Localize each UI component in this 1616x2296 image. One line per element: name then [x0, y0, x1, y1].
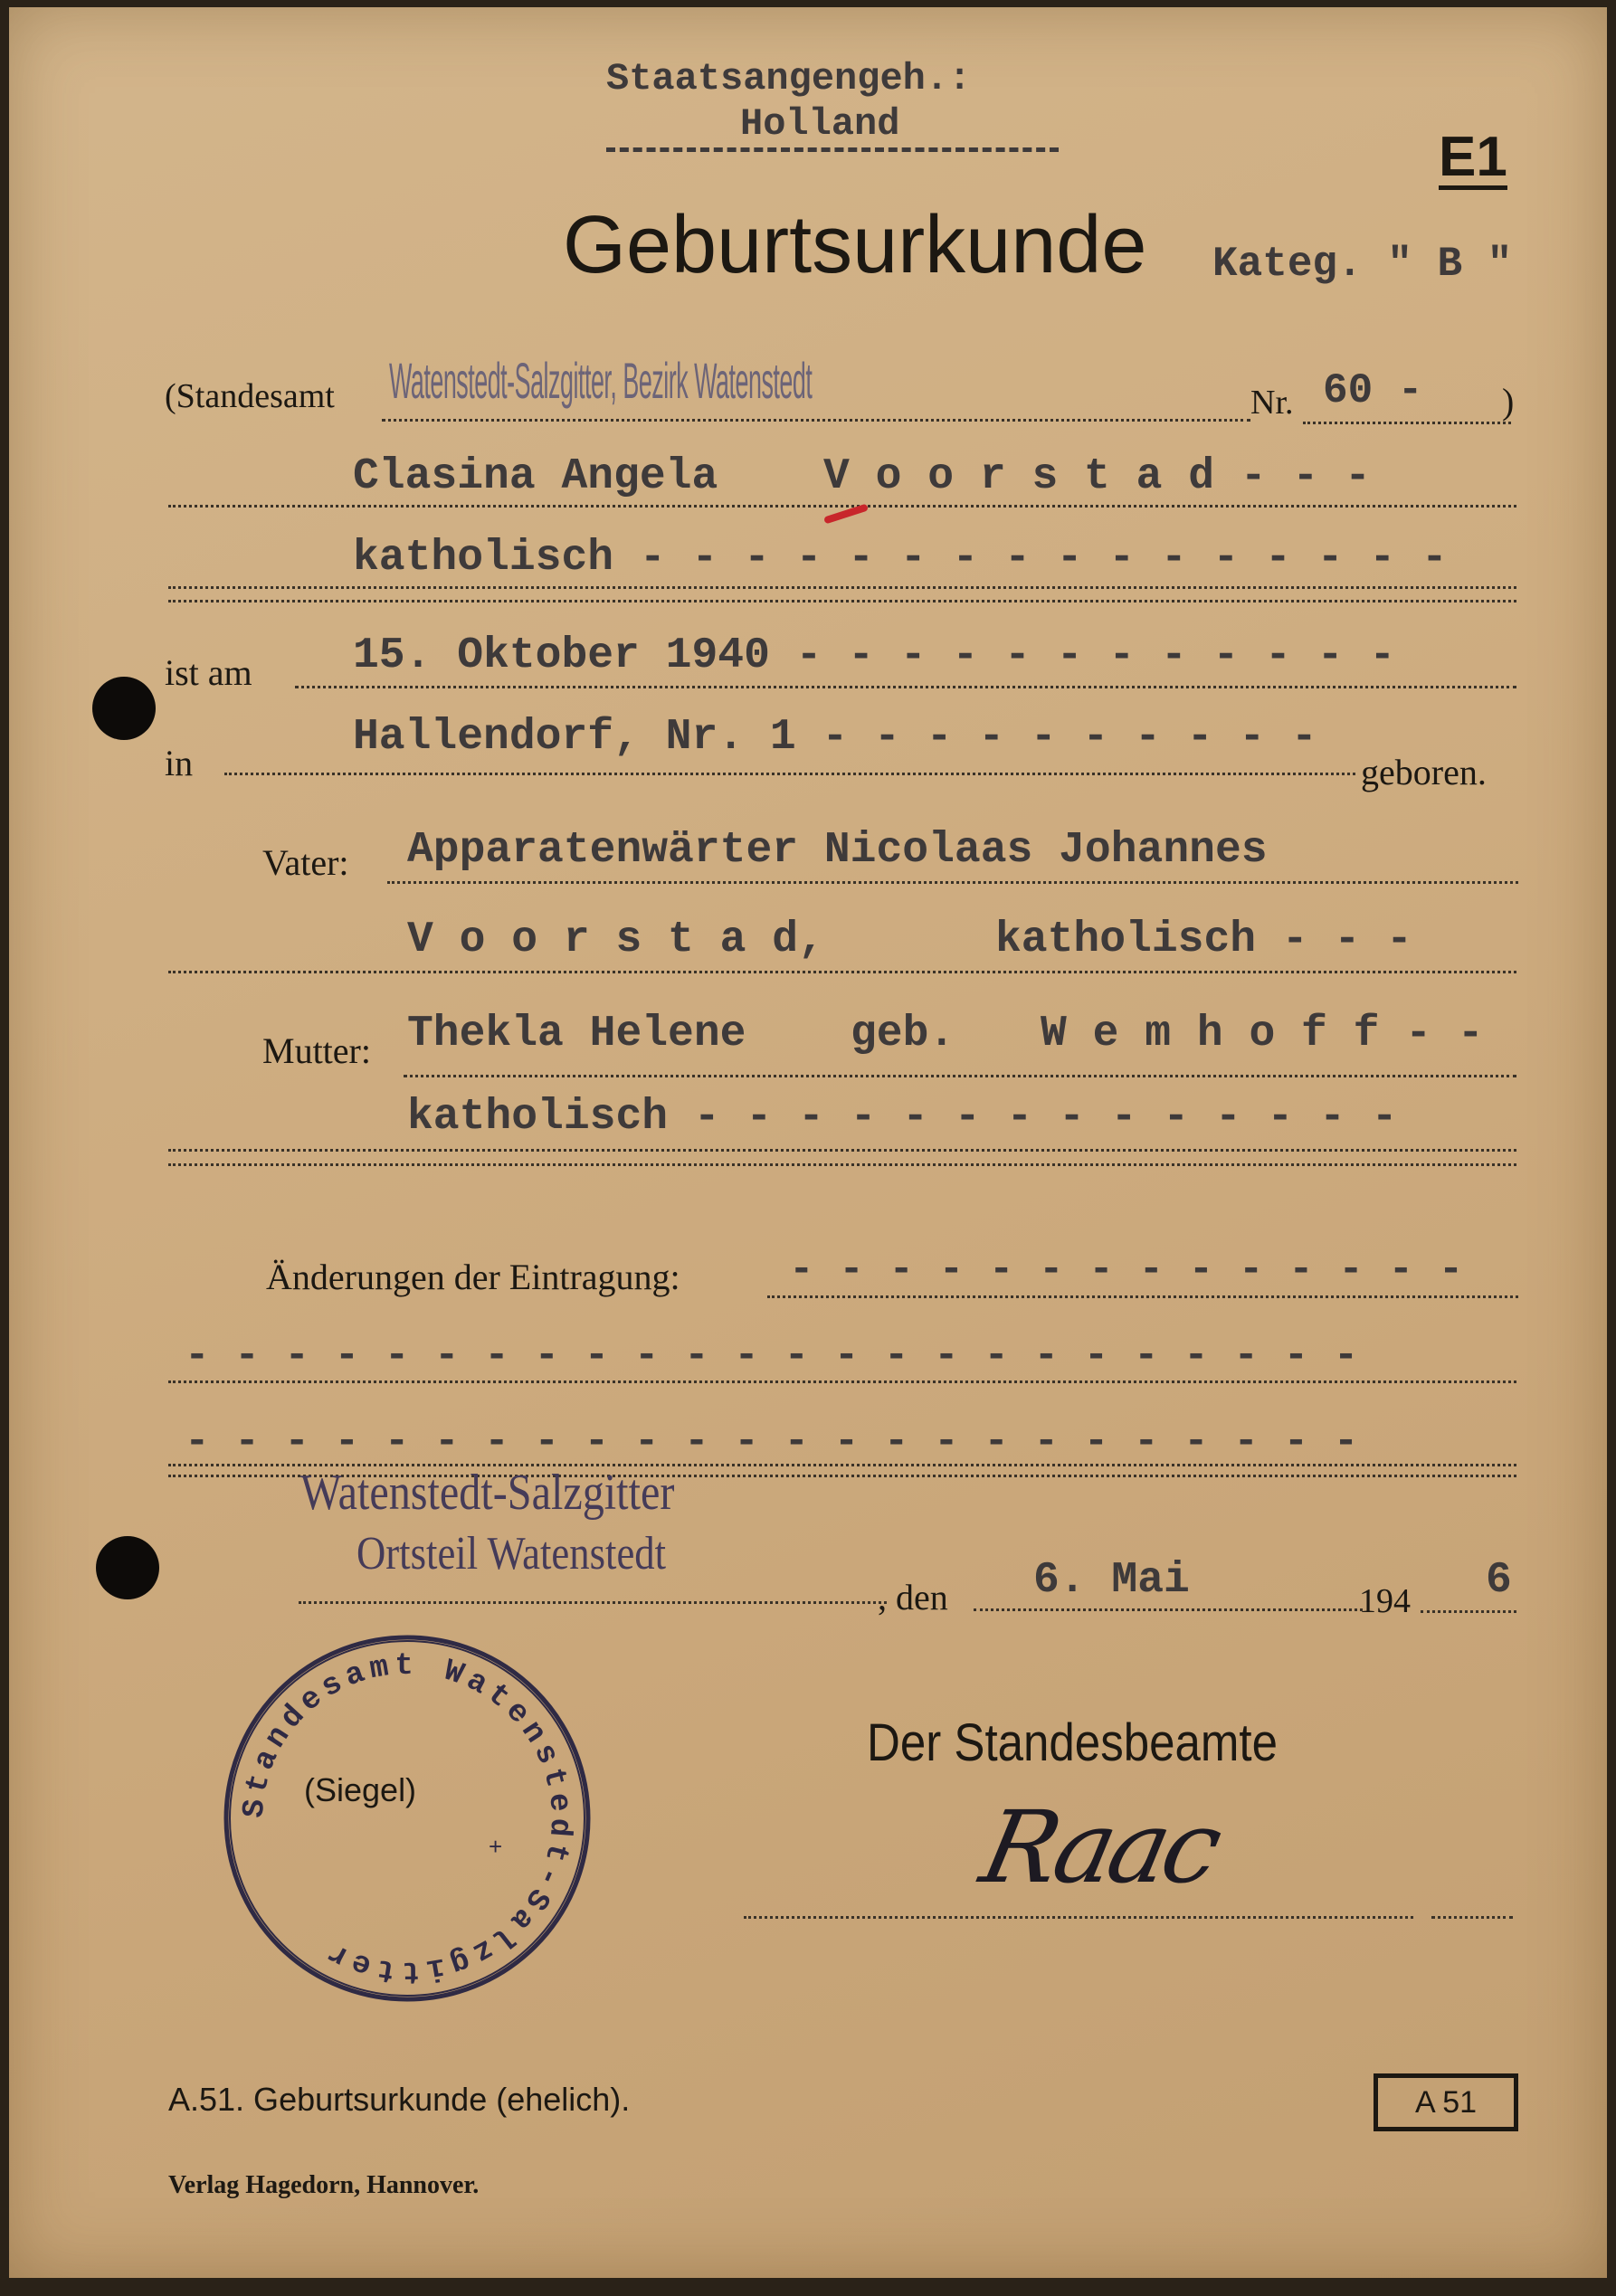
form-box: A 51	[1374, 2073, 1518, 2131]
issue-date: 6. Mai	[1033, 1556, 1190, 1605]
document-title: Geburtsurkunde	[563, 200, 1147, 290]
changes-dashes-3: - - - - - - - - - - - - - - - - - - - - - - - -	[185, 1418, 1359, 1466]
nationality-value: Holland	[740, 102, 900, 146]
seal-label: (Siegel)	[304, 1771, 417, 1808]
category: Kateg. " B "	[1212, 241, 1513, 288]
svg-text:+: +	[489, 1833, 503, 1860]
punch-hole-lower	[96, 1536, 159, 1599]
registry-nr-dots	[1303, 422, 1511, 424]
child-religion: katholisch - - - - - - - - - - - - - - - -	[353, 534, 1448, 583]
form-code: E1	[1439, 126, 1507, 188]
year-prefix: 194	[1359, 1582, 1411, 1620]
place-stamp-line2: Ortsteil Watenstedt	[356, 1528, 667, 1580]
signature-dots-2	[1431, 1916, 1513, 1919]
father-religion: katholisch - - -	[995, 916, 1412, 964]
date-dots	[974, 1608, 1363, 1611]
father-line1-dots	[387, 881, 1518, 884]
father-label: Vater:	[262, 842, 349, 883]
father-surname: V o o r s t a d,	[407, 916, 824, 964]
mother-geb: geb.	[851, 1010, 955, 1058]
changes-dots-2	[168, 1380, 1516, 1383]
birth-date-dots	[295, 686, 1516, 688]
date-den-label: , den	[878, 1577, 948, 1618]
registry-nr-value: 60 -	[1323, 367, 1423, 414]
birth-place-label: in	[165, 743, 194, 783]
registry-dots	[382, 419, 1250, 422]
registry-close-paren: )	[1502, 381, 1515, 422]
father-line2-dots	[168, 971, 1516, 973]
child-religion-dots-1	[168, 586, 1516, 589]
mother-maiden-name: W e m h o f f - -	[1041, 1010, 1484, 1058]
registry-prefix: (Standesamt	[165, 377, 335, 415]
mother-first-names: Thekla Helene	[407, 1010, 746, 1058]
birth-date-label: ist am	[165, 652, 252, 693]
changes-dashes-1: - - - - - - - - - - - - - -	[789, 1247, 1464, 1294]
year-digit: 6	[1486, 1556, 1512, 1605]
birth-place-value: Hallendorf, Nr. 1 - - - - - - - - - -	[353, 713, 1317, 762]
signature-dots-1	[744, 1916, 1413, 1919]
mother-line2-dots-2	[168, 1163, 1516, 1166]
svg-text:Standesamt Watenstedt-Salzgitt	[238, 1649, 577, 1988]
certificate-page	[9, 7, 1607, 2278]
birth-place-dots	[224, 773, 1355, 775]
child-religion-dots-2	[168, 600, 1516, 602]
publisher: Verlag Hagedorn, Hannover.	[168, 2171, 480, 2199]
father-line1: Apparatenwärter Nicolaas Johannes	[407, 826, 1268, 875]
child-surname: V o o r s t a d - - -	[823, 452, 1371, 501]
born-label: geboren.	[1361, 752, 1487, 792]
mother-line2-dots-1	[168, 1149, 1516, 1152]
year-dots	[1421, 1610, 1516, 1613]
nationality-underline	[606, 147, 1059, 152]
changes-dashes-2: - - - - - - - - - - - - - - - - - - - - - - - -	[185, 1333, 1359, 1380]
seal-ring-text: Standesamt Watenstedt-Salzgitter	[237, 1648, 577, 1988]
mother-religion: katholisch - - - - - - - - - - - - - -	[407, 1093, 1398, 1142]
registry-office-stamp: Watenstedt-Salzgitter, Bezirk Watenstedt	[389, 352, 813, 409]
registrar-title: Der Standesbeamte	[867, 1713, 1278, 1772]
form-name: A.51. Geburtsurkunde (ehelich).	[168, 2081, 631, 2118]
registry-nr-label: Nr.	[1250, 384, 1294, 422]
place-stamp-line1: Watenstedt-Salzgitter	[300, 1465, 675, 1521]
child-name-dots	[168, 505, 1516, 508]
mother-label: Mutter:	[262, 1030, 371, 1071]
nationality-label: Staatsangengeh.:	[606, 57, 972, 100]
changes-dots-1	[767, 1295, 1518, 1298]
official-seal	[217, 1628, 597, 2008]
child-first-names: Clasina Angela	[353, 452, 718, 501]
registrar-signature: Raac	[972, 1789, 1227, 1905]
place-dots	[299, 1601, 887, 1604]
birth-date-value: 15. Oktober 1940 - - - - - - - - - - - -	[353, 631, 1396, 680]
punch-hole-upper	[92, 677, 156, 740]
changes-label: Änderungen der Eintragung:	[266, 1257, 680, 1297]
mother-line1-dots	[404, 1075, 1516, 1077]
